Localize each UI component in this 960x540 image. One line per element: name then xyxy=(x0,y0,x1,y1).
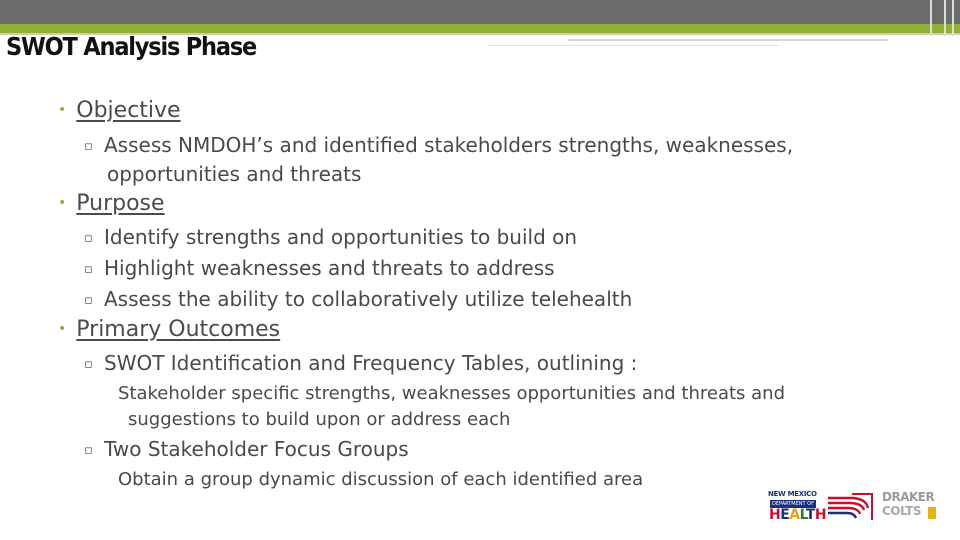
sub-sub-bullet-text: suggestions to build upon or address each xyxy=(128,409,511,430)
sub-bullet-text: Identify strengths and opportunities to build on xyxy=(104,225,578,249)
bullet-label: Purpose xyxy=(76,191,165,216)
square-bullet-icon: ▫ xyxy=(84,357,93,372)
sub-bullet-text: Assess the ability to collaboratively utilize telehealth xyxy=(104,287,633,311)
bullet-dot-icon: • xyxy=(58,102,67,118)
bullet-objective xyxy=(58,98,181,123)
sub-bullet-text: opportunities and threats xyxy=(107,162,362,186)
slide-title: SWOT Analysis Phase xyxy=(6,32,257,61)
sub-bullet-text: SWOT Identification and Frequency Tables, outlining : xyxy=(104,351,638,375)
square-bullet-icon: ▫ xyxy=(84,443,93,458)
drake-colts-logo: DRAKER COLTS xyxy=(882,490,935,518)
sub-bullet-text: Assess NMDOH’s and identified stakeholders strengths, weaknesses, xyxy=(104,133,794,157)
bullet-label: Objective xyxy=(76,98,181,123)
square-bullet-icon: ▫ xyxy=(84,262,93,277)
sub-sub-bullet-continuation xyxy=(128,407,510,433)
bullet-dot-icon: • xyxy=(58,195,67,211)
square-bullet-icon: ▫ xyxy=(84,139,93,154)
sub-bullet xyxy=(84,284,632,318)
stripes-logo-icon xyxy=(824,490,876,522)
sub-sub-bullet xyxy=(118,467,643,494)
bullet-dot-icon: • xyxy=(58,321,67,337)
square-bullet-icon: ▫ xyxy=(84,231,93,246)
bullet-label: Primary Outcomes xyxy=(76,317,281,342)
bullet-primary-outcomes xyxy=(58,317,280,342)
sub-sub-bullet-text: Stakeholder specific strengths, weaknesses opportunities and threats and xyxy=(118,383,786,404)
square-bullet-icon: ▫ xyxy=(84,293,93,308)
sub-bullet xyxy=(84,348,637,382)
sub-bullet xyxy=(84,434,409,468)
sub-bullet xyxy=(84,253,555,287)
sub-bullet-continuation xyxy=(107,159,361,189)
sub-sub-bullet xyxy=(118,381,785,408)
nm-department-of-health-logo: NEW MEXICO DEPARTMENT OF HEALTH xyxy=(768,490,827,523)
bullet-purpose xyxy=(58,191,165,216)
sub-sub-bullet-text: Obtain a group dynamic discussion of each identified area xyxy=(118,469,644,490)
sub-bullet-text: Two Stakeholder Focus Groups xyxy=(104,437,409,461)
sub-bullet xyxy=(84,222,577,256)
sub-bullet-text: Highlight weaknesses and threats to address xyxy=(104,256,555,280)
